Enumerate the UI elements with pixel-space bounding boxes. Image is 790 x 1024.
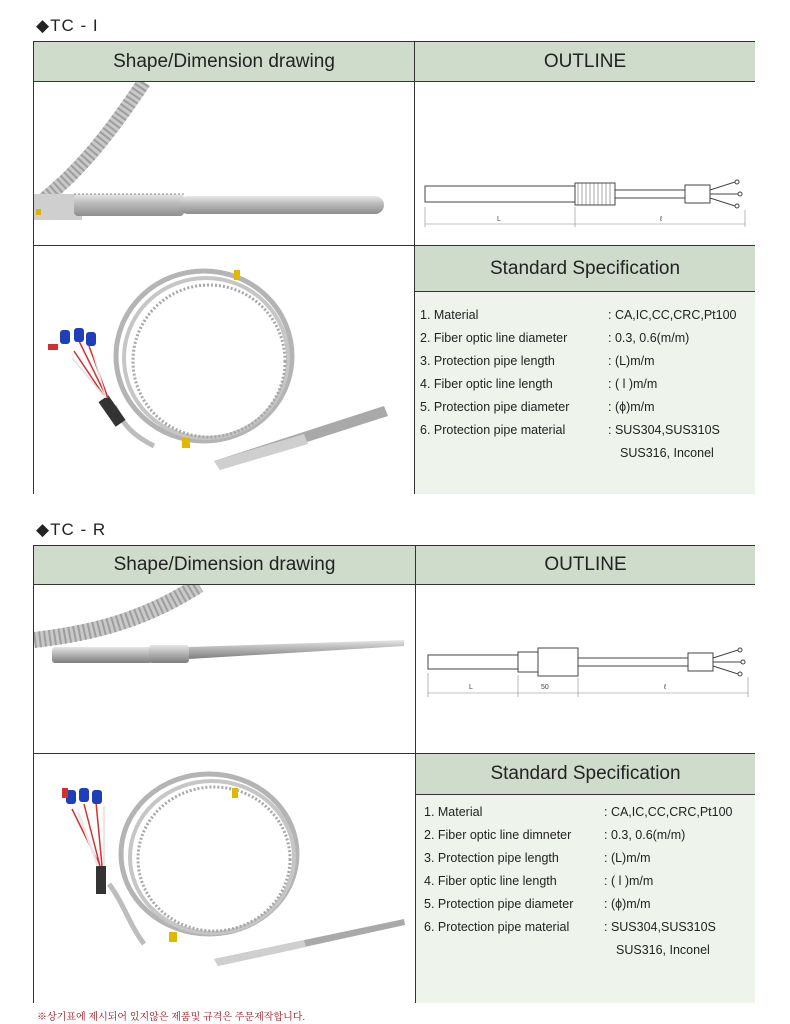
header-outline: OUTLINE <box>415 42 755 81</box>
spec-label: 4. Fiber optic line length <box>424 874 557 888</box>
tc-i-outline-drawing <box>415 82 755 245</box>
header-shape-drawing: Shape/Dimension drawing <box>34 42 414 81</box>
spec-value: : ( l )m/m <box>604 874 654 888</box>
spec-label: 3. Protection pipe length <box>424 851 559 865</box>
footer-note: ※상기표에 제시되어 있지않은 제품및 규격은 주문제작합니다. <box>37 1012 306 1023</box>
spec-label: 5. Protection pipe diameter <box>424 897 574 911</box>
section-title-tc-i: ◆TC - I <box>36 16 99 35</box>
spec-value: : (L)m/m <box>608 354 655 368</box>
outline-label-l: L <box>497 216 501 223</box>
spec-value: : 0.3, 0.6(m/m) <box>604 828 686 842</box>
tc-i-table <box>33 41 755 494</box>
spec-label: 1. Material <box>420 308 479 322</box>
spec-value: : 0.3, 0.6(m/m) <box>608 331 690 345</box>
spec-label: 5. Protection pipe diameter <box>420 400 570 414</box>
spec-value: : CA,IC,CC,CRC,Pt100 <box>604 805 733 819</box>
spec-value: : SUS304,SUS310S <box>604 920 716 934</box>
tc-i-coil-photo <box>34 246 414 494</box>
spec-value-extra: SUS316, Inconel <box>616 943 710 957</box>
outline-label-l: L <box>469 684 473 691</box>
outline-label-ell: ℓ <box>664 684 667 691</box>
spec-value: : CA,IC,CC,CRC,Pt100 <box>608 308 737 322</box>
tc-i-spec-panel <box>415 246 755 494</box>
spec-value-extra: SUS316, Inconel <box>620 446 714 460</box>
spec-value: : (ϕ)m/m <box>604 897 651 911</box>
spec-label: 3. Protection pipe length <box>420 354 555 368</box>
header-shape-drawing: Shape/Dimension drawing <box>34 546 415 584</box>
spec-value: : SUS304,SUS310S <box>608 423 720 437</box>
tc-r-table <box>33 545 755 1003</box>
spec-label: 4. Fiber optic line length <box>420 377 553 391</box>
outline-label-ell: ℓ <box>660 216 663 223</box>
tc-r-spec-panel <box>416 754 755 1003</box>
spec-label: 1. Material <box>424 805 483 819</box>
spec-label: 2. Fiber optic line dimneter <box>424 828 572 842</box>
spec-value: : (ϕ)m/m <box>608 400 655 414</box>
outline-label-50: 50 <box>541 684 549 691</box>
tc-i-rod-photo <box>34 82 414 245</box>
spec-title: Standard Specification <box>416 754 755 794</box>
header-outline: OUTLINE <box>416 546 755 584</box>
spec-label: 6. Protection pipe material <box>424 920 570 934</box>
spec-title: Standard Specification <box>415 246 755 291</box>
tc-r-rod-photo <box>34 585 415 753</box>
spec-label: 6. Protection pipe material <box>420 423 566 437</box>
spec-value: : (L)m/m <box>604 851 651 865</box>
spec-value: : ( l )m/m <box>608 377 658 391</box>
section-title-tc-r: ◆TC - R <box>36 520 107 539</box>
tc-r-coil-photo <box>34 754 415 1003</box>
spec-label: 2. Fiber optic line diameter <box>420 331 568 345</box>
tc-r-outline-drawing <box>416 585 755 753</box>
